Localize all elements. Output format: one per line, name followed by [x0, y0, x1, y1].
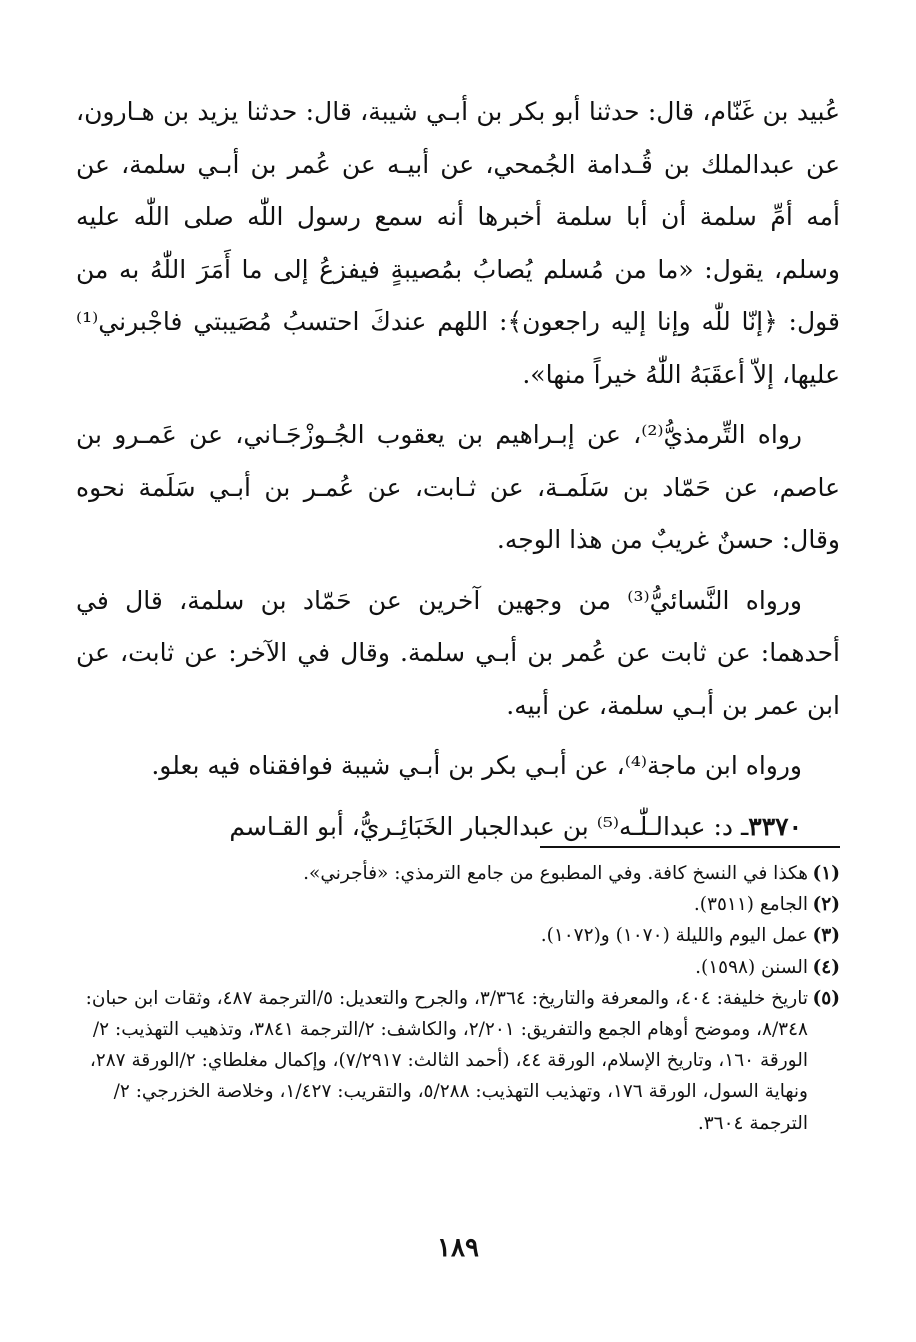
footnote-number: (٢) — [812, 894, 840, 916]
paragraph-hadith-text: عُبيد بن غَنّام، قال: حدثنا أبو بكر بن أبـي شيبة، قال: حدثنا يزيد بن هـارون، عن عبدالملك بن قُـدامة الجُمحي، عن أبيـه عن عُمر بن أبـي سلمة، عن أمه أمِّ سلمة أن أبا سلمة أخبرها أنه سمع رسول اللّٰه صلى اللّٰه عليه وسلم، يقول: «ما من مُسلم يُصابُ بمُصيبةٍ فيفزعُ إلى ما أَمَرَ اللّٰهُ به من قول: ﴿إنّا للّٰه وإنا إليه راجعون﴾: اللهم عندكَ احتسبُ مُصَيبتي فاجْبرني⁽¹⁾ عليها، إلاّ أعقَبَهُ اللّٰهُ خيراً منها». — [76, 97, 840, 389]
footnote-text: تاريخ خليفة: ٤٠٤، والمعرفة والتاريخ: ٣/٣٦٤، والجرح والتعديل: ٥/الترجمة ٤٨٧، وثقات ابن حبان: ٨/٣٤٨، وموضح أوهام الجمع والتفريق: ٢/٢٠١، والكاشف: ٢/الترجمة ٣٨٤١، وتذهيب التهذيب: ٢/الورقة ١٦٠، وتاريخ الإسلام، الورقة ٤٤، (أحمد الثالث: ٧/٢٩١٧)، وإكمال مغلطاي: ٢/الورقة ٢٨٧، ونهاية السول، الورقة ١٧٦، وتهذيب التهذيب: ٥/٢٨٨، والتقريب: ١/٤٢٧، وخلاصة الخزرجي: ٢/الترجمة ٣٦٠٤. — [85, 987, 808, 1134]
paragraph-ibn-majah: ورواه ابن ماجة⁽⁴⁾، عن أبـي بكر بن أبـي شيبة فوافقناه فيه بعلو. — [151, 751, 802, 780]
footnote-text: الجامع (٣٥١١). — [693, 894, 808, 916]
hadith-heading-text: ـ د: عبدالـلّٰـه⁽⁵⁾ بن عبدالجبار الخَبَائِـريُّ، أبو القـاسم — [229, 811, 749, 841]
footnote — [76, 952, 840, 983]
main-text — [76, 86, 840, 853]
page-number: ١٨٩ — [437, 1233, 479, 1263]
footnote — [76, 920, 840, 951]
footnote-number: (٣) — [812, 925, 840, 947]
footnote-number: (١) — [812, 863, 840, 884]
footnotes — [76, 858, 840, 1139]
footnote-text: هكذا في النسخ كافة. وفي المطبوع من جامع الترمذي: «فأجرني». — [303, 863, 808, 884]
footnote-text: السنن (١٥٩٨). — [695, 956, 808, 978]
hadith-number: ٣٣٧٠ — [748, 811, 802, 841]
footnote-number: (٥) — [812, 987, 840, 1009]
footnote-text: عمل اليوم والليلة (١٠٧٠) و(١٠٧٢). — [540, 925, 808, 947]
footnote — [76, 889, 840, 920]
paragraph-nasai: ورواه النَّسائيُّ⁽³⁾ من وجهين آخرين عن حَمّاد بن سلمة، قال في أحدهما: عن ثابت عن عُمر بن أبـي سلمة. وقال في الآخر: عن ثابت، عن ابن عمر بن أبـي سلمة، عن أبيه. — [76, 585, 840, 720]
footnote-number: (٤) — [812, 956, 840, 978]
footnote — [76, 858, 840, 889]
footnote — [76, 983, 840, 1139]
footnote-separator — [540, 846, 840, 848]
paragraph-tirmidhi: رواه التِّرمذيُّ⁽²⁾، عن إبـراهيم بن يعقوب الجُـوزْجَـاني، عن عَمـرو بن عاصم، عن حَمّاد بن سَلَمـة، عن ثـابت، عن عُمـر بن أبـي سَلَمة نحوه وقال: حسنٌ غريبٌ من هذا الوجه. — [76, 420, 840, 554]
